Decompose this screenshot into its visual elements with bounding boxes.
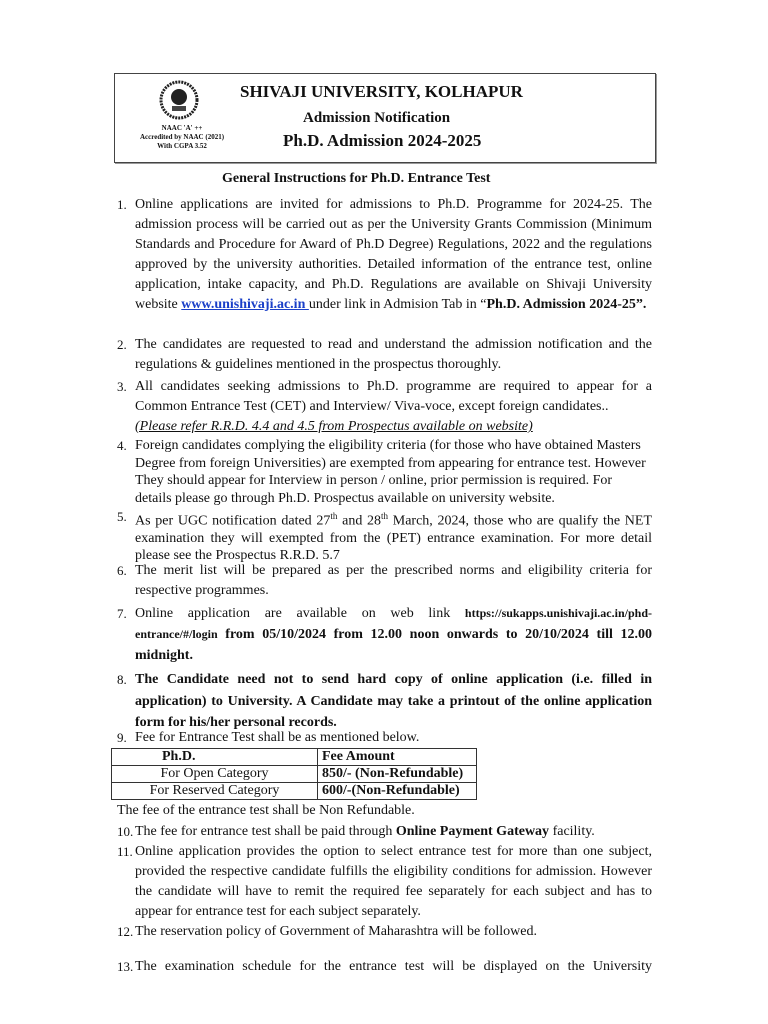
prospectus-note: (Please refer R.R.D. 4.4 and 4.5 from Prospectus available on website) xyxy=(135,419,533,434)
table-header: Ph.D. xyxy=(112,749,318,766)
item-text: The merit list will be prepared as per the prescribed norms and eligibility criteria for respective programmes. xyxy=(135,563,652,598)
item-text: The fee for entrance test shall be paid through xyxy=(135,824,396,839)
item-number: 12. xyxy=(117,924,134,939)
table-cell: For Reserved Category xyxy=(112,783,318,800)
fee-note: The fee of the entrance test shall be Non Refundable. xyxy=(117,803,415,818)
item-text: Online applications are invited for admissions to Ph.D. Programme for 2024-25. The admission process will be carried out as per the University Grants Commission (Minimum Standards and Procedure for Award of Ph.D Degree) Regulations, 2022 and the regulations approved by the university authorities. Detailed information of the entrance test, online application, intake capacity, and Ph.D. Regulations are available on Shivaji University website xyxy=(135,197,652,312)
university-name: SHIVAJI UNIVERSITY, KOLHAPUR xyxy=(240,82,523,101)
item-text: All candidates seeking admissions to Ph.D. programme are required to appear for a Common Entrance Test (CET) and Interview/ Viva-voce, except foreign candidates.. xyxy=(135,379,652,414)
naac-cgpa: With CGPA 3.52 xyxy=(157,142,207,150)
naac-grade: NAAC 'A' ++ xyxy=(161,124,203,132)
naac-year: Accredited by NAAC (2021) xyxy=(139,133,225,141)
notification-title: Admission Notification xyxy=(303,110,451,126)
item-number: 9. xyxy=(117,730,127,745)
item-bold-text: Online Payment Gateway xyxy=(395,824,550,839)
table-cell: 850/- (Non-Refundable) xyxy=(318,766,477,783)
university-seal-logo xyxy=(159,80,199,120)
item-bold-text: Ph.D. Admission 2024-25”. xyxy=(486,297,647,312)
item-number: 3. xyxy=(117,379,127,394)
item-number: 10. xyxy=(117,824,134,839)
item-text: Foreign candidates complying the eligibility criteria (for those who have obtained Masters Degree from foreign Universities) are exempted from appearing for entrance test. However They should appear for Interview in person / online, prior permission is required. For details please go through Ph.D. Prospectus available on university website. xyxy=(135,438,646,506)
item-number: 2. xyxy=(117,337,127,352)
table-header-row xyxy=(112,749,477,766)
item-text: The candidates are requested to read and understand the admission notification and the regulations & guidelines mentioned in the prospectus thoroughly. xyxy=(135,337,652,372)
section-heading: General Instructions for Ph.D. Entrance Test xyxy=(222,171,491,186)
table-row xyxy=(112,783,477,800)
item-number: 11. xyxy=(117,844,133,859)
item-text: and 28 xyxy=(337,513,382,529)
superscript: th xyxy=(381,511,389,521)
item-number: 5. xyxy=(117,509,127,524)
item-number: 8. xyxy=(117,672,127,687)
item-number: 1. xyxy=(117,197,127,212)
item-text: Online application provides the option to select entrance test for more than one subject, provided the respective candidate fulfills the eligibility conditions for admission. However the candidate will have to remit the required fee separately for each subject and has to appear for entrance test for each subject separately. xyxy=(135,844,652,919)
item-text: March, 2024, those who are qualify the NET examination they will exempted from the (PET) entrance examination. For more detail please see the Prospectus R.R.D. 5.7 xyxy=(135,513,652,563)
table-cell: For Open Category xyxy=(112,766,318,783)
header-box xyxy=(114,73,656,163)
item-text: The examination schedule for the entrance test will be displayed on the University xyxy=(135,959,652,974)
item-bold-text: from 05/10/2024 from 12.00 noon onwards to 20/10/2024 till 12.00 midnight. xyxy=(135,627,652,663)
superscript: th xyxy=(330,511,338,521)
item-text: Online application are available on web link xyxy=(135,606,465,621)
item-text: The reservation policy of Government of Maharashtra will be followed. xyxy=(135,924,537,939)
table-cell: 600/-(Non-Refundable) xyxy=(318,783,477,800)
item-number: 7. xyxy=(117,606,127,621)
admission-title: Ph.D. Admission 2024-2025 xyxy=(283,131,482,150)
item-number: 4. xyxy=(117,438,127,453)
item-text: Fee for Entrance Test shall be as mentioned below. xyxy=(135,730,420,745)
naac-accreditation xyxy=(117,124,247,151)
application-portal-link[interactable]: https://sukapps.unishivaji.ac.in/phd-entrance/#/login xyxy=(135,606,652,641)
fee-table xyxy=(111,748,477,800)
table-header: Fee Amount xyxy=(318,749,477,766)
item-text: under link in Admision Tab in “ xyxy=(308,297,487,312)
item-text: As per UGC notification dated 27 xyxy=(135,513,331,529)
item-number: 13. xyxy=(117,959,134,974)
item-bold-text: The Candidate need not to send hard copy of online application (i.e. filled in application) to University. A Candidate may take a printout of the online application form for his/her personal records. xyxy=(135,672,652,730)
table-row xyxy=(112,766,477,783)
item-text: facility. xyxy=(549,824,595,839)
website-link[interactable]: www.unishivaji.ac.in xyxy=(181,297,309,312)
item-number: 6. xyxy=(117,563,127,578)
